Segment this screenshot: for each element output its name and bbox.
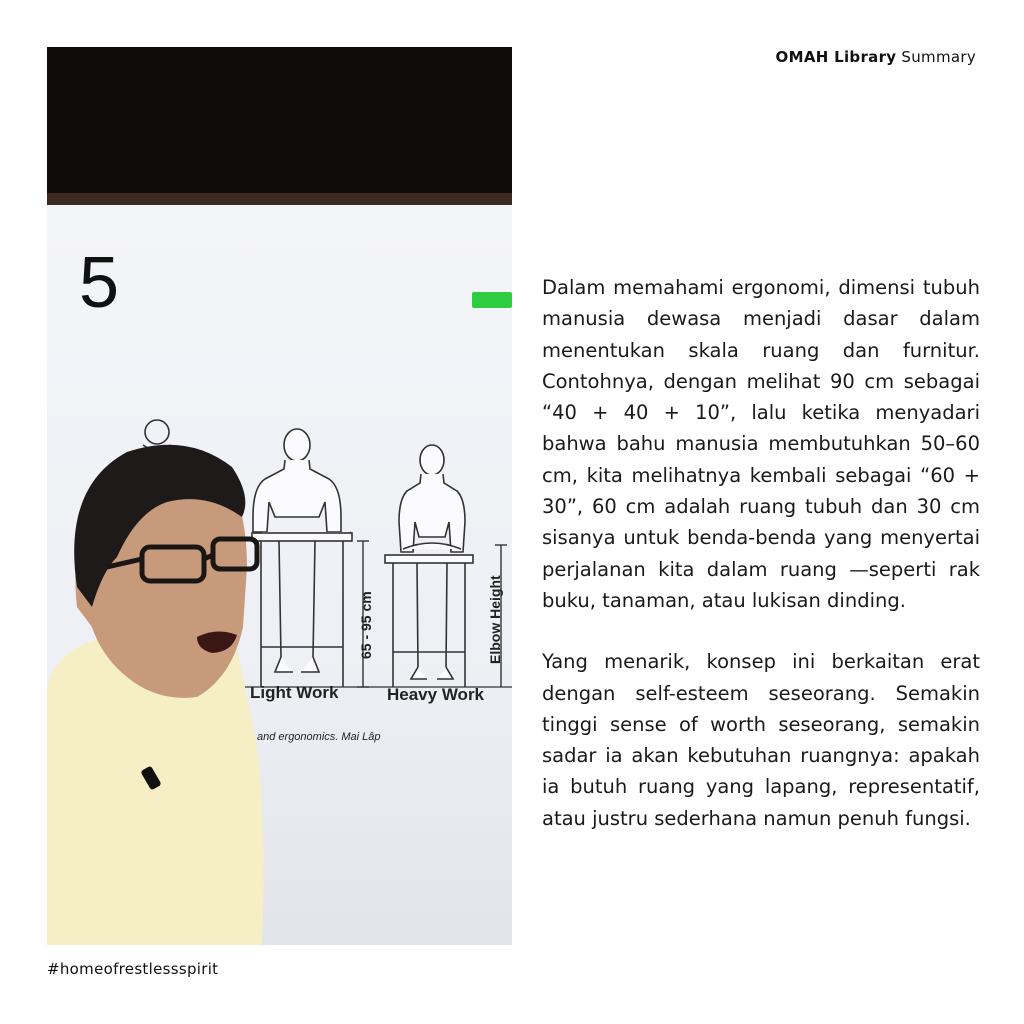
elbow-height-label: Elbow Height xyxy=(487,575,503,664)
label-light-work: Light Work xyxy=(250,683,339,702)
lecture-photo xyxy=(47,47,512,945)
paragraph-self-esteem: Yang menarik, konsep ini berkaitan erat dengan self-esteem seseorang. Semakin tinggi sense of worth seseorang, semakin sadar ia akan kebutuhan ruangnya: apakah ia butuh ruang yang lapang, representatif, atau justru sederhana namun penuh fungsi. xyxy=(542,650,980,830)
slide-caption: and ergonomics. Mai Lâp xyxy=(257,731,381,743)
slide-number: 5 xyxy=(79,243,120,323)
dimension-label: 65 - 95 cm xyxy=(358,591,374,659)
paragraph-ergonomics: Dalam memahami ergonomi, dimensi tubuh manusia dewasa menjadi dasar dalam menentukan skala ruang dan furnitur. Contohnya, dengan melihat 90 cm sebagai “40 + 40 + 10”, lalu ketika menyadari bahwa bahu manusia membutuhkan 50–60 cm, kita melihatnya kembali sebagai “60 + 30”, 60 cm adalah ruang tubuh dan 30 cm sisanya untuk benda-benda yang menyertai perjalanan kita dalam ruang —seperti rak buku, tanaman, atau lukisan dinding. xyxy=(542,276,980,612)
brand-name: OMAH Library xyxy=(775,48,897,66)
slide-illustration xyxy=(47,47,512,945)
indicator-tag xyxy=(472,292,512,308)
presenter xyxy=(47,445,264,945)
article-body xyxy=(542,272,980,864)
label-heavy-work: Heavy Work xyxy=(387,685,485,704)
hashtag: #homeofrestlessspirit xyxy=(47,960,219,978)
brand-subtitle: Summary xyxy=(896,48,976,66)
header-brand xyxy=(776,48,976,66)
